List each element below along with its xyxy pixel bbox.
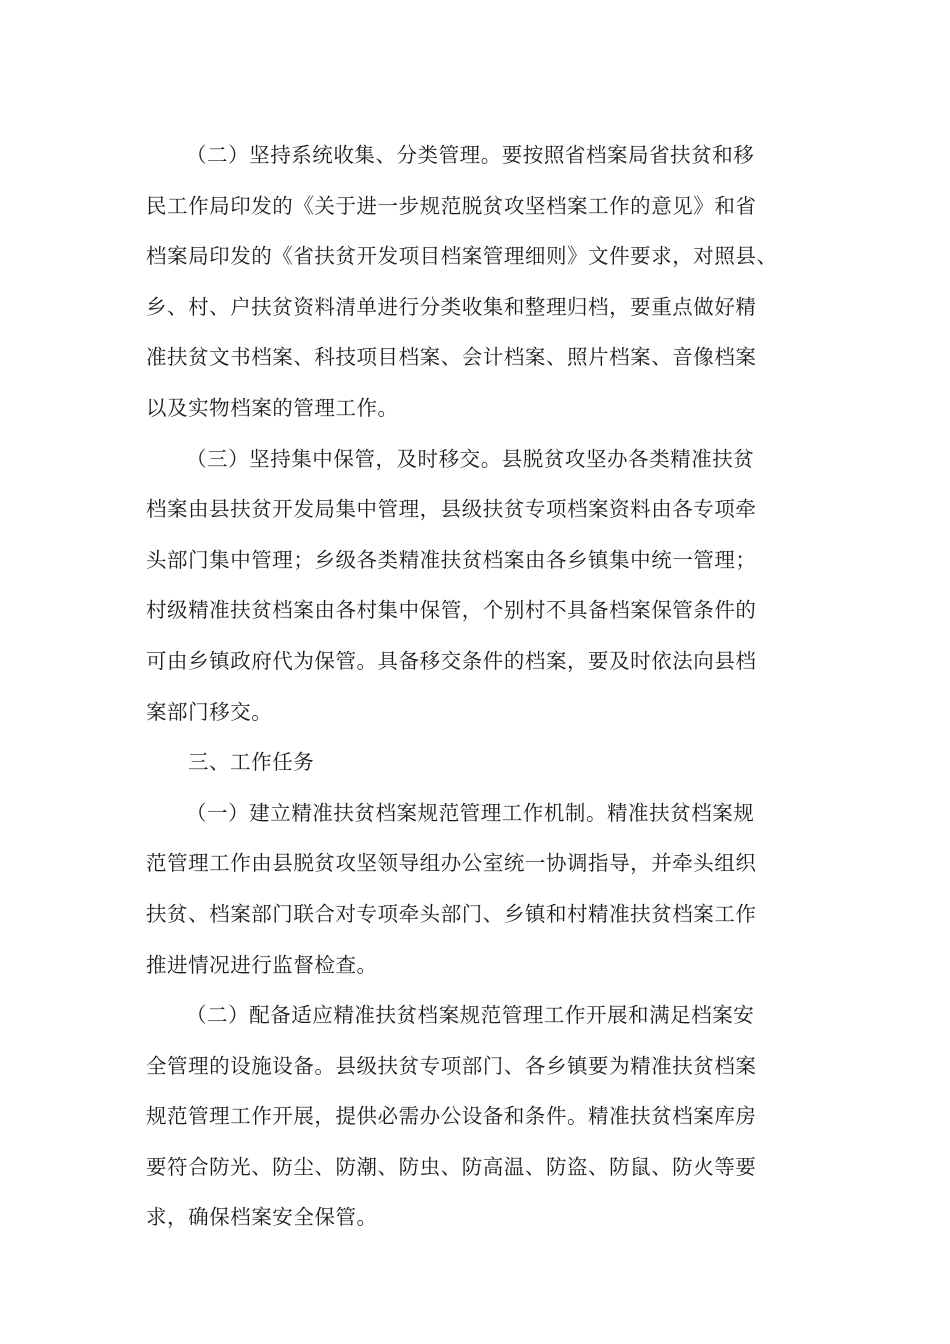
paragraph-line: 推进情况进行监督检查。: [146, 952, 378, 977]
paragraph-line: 案部门移交。: [146, 699, 273, 724]
paragraph-line: （二）配备适应精准扶贫档案规范管理工作开展和满足档案安: [186, 1003, 755, 1028]
section-heading: 三、工作任务: [188, 750, 315, 775]
document-body: [146, 130, 806, 1243]
paragraph-line: 民工作局印发的《关于进一步规范脱贫攻坚档案工作的意见》和省: [146, 193, 757, 218]
paragraph-line: 准扶贫文书档案、科技项目档案、会计档案、照片档案、音像档案: [146, 345, 757, 370]
paragraph-collection-management: [146, 130, 806, 434]
paragraph-line: 全管理的设施设备。县级扶贫专项部门、各乡镇要为精准扶贫档案: [146, 1053, 757, 1078]
paragraph-line: 可由乡镇政府代为保管。具备移交条件的档案，要及时依法向县档: [146, 648, 757, 673]
paragraph-line: 求，确保档案安全保管。: [146, 1205, 378, 1230]
paragraph-line: 范管理工作由县脱贫攻坚领导组办公室统一协调指导，并牵头组织: [146, 851, 757, 876]
paragraph-line: 以及实物档案的管理工作。: [146, 395, 399, 420]
paragraph-line: 规范管理工作开展，提供必需办公设备和条件。精准扶贫档案库房: [146, 1104, 757, 1129]
paragraph-line: 头部门集中管理；乡级各类精准扶贫档案由各乡镇集中统一管理；: [146, 547, 757, 572]
paragraph-line: （一）建立精准扶贫档案规范管理工作机制。精准扶贫档案规: [186, 800, 755, 825]
paragraph-line: 档案由县扶贫开发局集中管理，县级扶贫专项档案资料由各专项牵: [146, 497, 757, 522]
paragraph-line: 村级精准扶贫档案由各村集中保管，个别村不具备档案保管条件的: [146, 598, 757, 623]
paragraph-line: （二）坚持系统收集、分类管理。要按照省档案局省扶贫和移: [186, 143, 755, 167]
paragraph-facilities-equipment: [146, 990, 806, 1243]
paragraph-line: 档案局印发的《省扶贫开发项目档案管理细则》文件要求，对照县、: [146, 244, 778, 269]
paragraph-line: 扶贫、档案部门联合对专项牵头部门、乡镇和村精准扶贫档案工作: [146, 901, 757, 926]
paragraph-management-mechanism: [146, 788, 806, 990]
paragraph-line: （三）坚持集中保管，及时移交。县脱贫攻坚办各类精准扶贫: [186, 446, 755, 471]
paragraph-centralized-custody: [146, 434, 806, 738]
paragraph-line: 乡、村、户扶贫资料清单进行分类收集和整理归档，要重点做好精: [146, 294, 757, 319]
paragraph-line: 要符合防光、防尘、防潮、防虫、防高温、防盗、防鼠、防火等要: [146, 1154, 757, 1179]
